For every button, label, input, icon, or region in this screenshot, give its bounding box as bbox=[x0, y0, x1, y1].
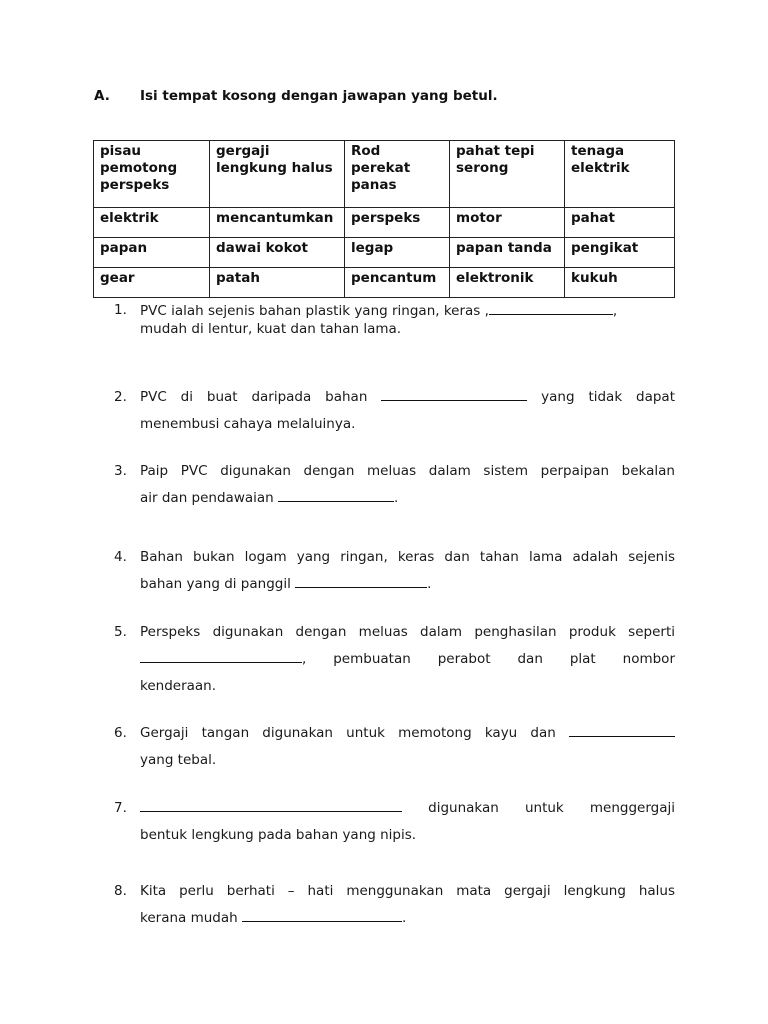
table-cell: kukuh bbox=[565, 268, 675, 298]
table-cell: pahat bbox=[565, 208, 675, 238]
question-text bbox=[140, 878, 675, 932]
question-text bbox=[140, 795, 675, 849]
question-number: 7. bbox=[114, 800, 127, 816]
question-8 bbox=[114, 878, 675, 934]
question-5 bbox=[114, 619, 675, 703]
table-cell: legap bbox=[345, 238, 450, 268]
table-cell: tenaga elektrik bbox=[565, 141, 675, 208]
table-cell: gear bbox=[94, 268, 210, 298]
question-6 bbox=[114, 720, 675, 776]
question-number: 2. bbox=[114, 389, 127, 405]
question-text-part: yang tebal. bbox=[140, 752, 217, 768]
table-cell: dawai kokot bbox=[210, 238, 345, 268]
question-text-part: , pembuatan perabot dan plat nombor bbox=[302, 651, 675, 667]
table-cell: pencantum bbox=[345, 268, 450, 298]
table-cell: papan bbox=[94, 238, 210, 268]
table-cell: pahat tepi serong bbox=[450, 141, 565, 208]
section-heading bbox=[94, 88, 498, 104]
table-row bbox=[94, 208, 675, 238]
question-text-part: bahan yang di panggil bbox=[140, 576, 291, 592]
table-cell: gergaji lengkung halus bbox=[210, 141, 345, 208]
table-cell: papan tanda bbox=[450, 238, 565, 268]
question-text-part: . bbox=[402, 910, 407, 926]
answer-blank[interactable] bbox=[569, 723, 675, 737]
word-bank-table bbox=[93, 140, 675, 298]
question-text-part: . bbox=[427, 576, 432, 592]
question-text-part: , bbox=[612, 303, 618, 319]
question-text-part: kenderaan. bbox=[140, 678, 217, 694]
section-letter: A. bbox=[94, 88, 110, 104]
question-number: 5. bbox=[114, 624, 127, 640]
question-text-part: PVC di buat daripada bahan bbox=[140, 389, 368, 405]
question-text-part: Bahan bukan logam yang ringan, keras dan tahan lama adalah sejenis bbox=[140, 549, 675, 565]
question-number: 6. bbox=[114, 725, 127, 741]
question-number: 3. bbox=[114, 463, 127, 479]
question-text-part: Perspeks digunakan dengan meluas dalam penghasilan produk seperti bbox=[140, 624, 675, 640]
question-number: 4. bbox=[114, 549, 127, 565]
answer-blank[interactable] bbox=[242, 908, 402, 922]
question-number: 1. bbox=[114, 302, 127, 318]
table-row bbox=[94, 268, 675, 298]
table-cell: Rod perekat panas bbox=[345, 141, 450, 208]
question-text-part: . bbox=[394, 490, 399, 506]
answer-blank[interactable] bbox=[381, 387, 527, 401]
table-cell: elektronik bbox=[450, 268, 565, 298]
question-7 bbox=[114, 795, 675, 851]
question-2 bbox=[114, 384, 675, 440]
answer-blank[interactable] bbox=[278, 488, 394, 502]
table-cell: patah bbox=[210, 268, 345, 298]
question-text-part: yang tidak dapat bbox=[541, 389, 675, 405]
question-text bbox=[140, 720, 675, 774]
table-cell: pengikat bbox=[565, 238, 675, 268]
question-1 bbox=[114, 301, 675, 341]
question-text-part: digunakan untuk menggergaji bbox=[428, 800, 675, 816]
question-text-part: menembusi cahaya melaluinya. bbox=[140, 416, 356, 432]
answer-blank[interactable] bbox=[140, 649, 302, 663]
question-text bbox=[140, 301, 675, 338]
question-text-part: kerana mudah bbox=[140, 910, 238, 926]
answer-blank[interactable] bbox=[295, 574, 427, 588]
question-text bbox=[140, 458, 675, 512]
question-text-part: air dan pendawaian bbox=[140, 490, 274, 506]
table-cell: pisau pemotong perspeks bbox=[94, 141, 210, 208]
question-text-part: Gergaji tangan digunakan untuk memotong kayu dan bbox=[140, 725, 556, 741]
table-row bbox=[94, 141, 675, 208]
section-instruction: Isi tempat kosong dengan jawapan yang betul. bbox=[140, 88, 498, 104]
question-4 bbox=[114, 544, 675, 600]
table-cell: elektrik bbox=[94, 208, 210, 238]
question-text-part: PVC ialah sejenis bahan plastik yang ringan, keras , bbox=[140, 303, 489, 319]
question-text bbox=[140, 544, 675, 598]
question-text-part: Paip PVC digunakan dengan meluas dalam sistem perpaipan bekalan bbox=[140, 463, 675, 479]
answer-blank[interactable] bbox=[140, 798, 402, 812]
question-3 bbox=[114, 458, 675, 514]
question-text bbox=[140, 619, 675, 700]
table-row bbox=[94, 238, 675, 268]
question-text bbox=[140, 384, 675, 438]
answer-blank[interactable] bbox=[489, 301, 613, 315]
question-number: 8. bbox=[114, 883, 127, 899]
question-text-part: bentuk lengkung pada bahan yang nipis. bbox=[140, 827, 417, 843]
question-text-part: Kita perlu berhati – hati menggunakan mata gergaji lengkung halus bbox=[140, 883, 675, 899]
table-cell: perspeks bbox=[345, 208, 450, 238]
table-cell: mencantumkan bbox=[210, 208, 345, 238]
question-text-part: mudah di lentur, kuat dan tahan lama. bbox=[140, 321, 402, 337]
table-cell: motor bbox=[450, 208, 565, 238]
